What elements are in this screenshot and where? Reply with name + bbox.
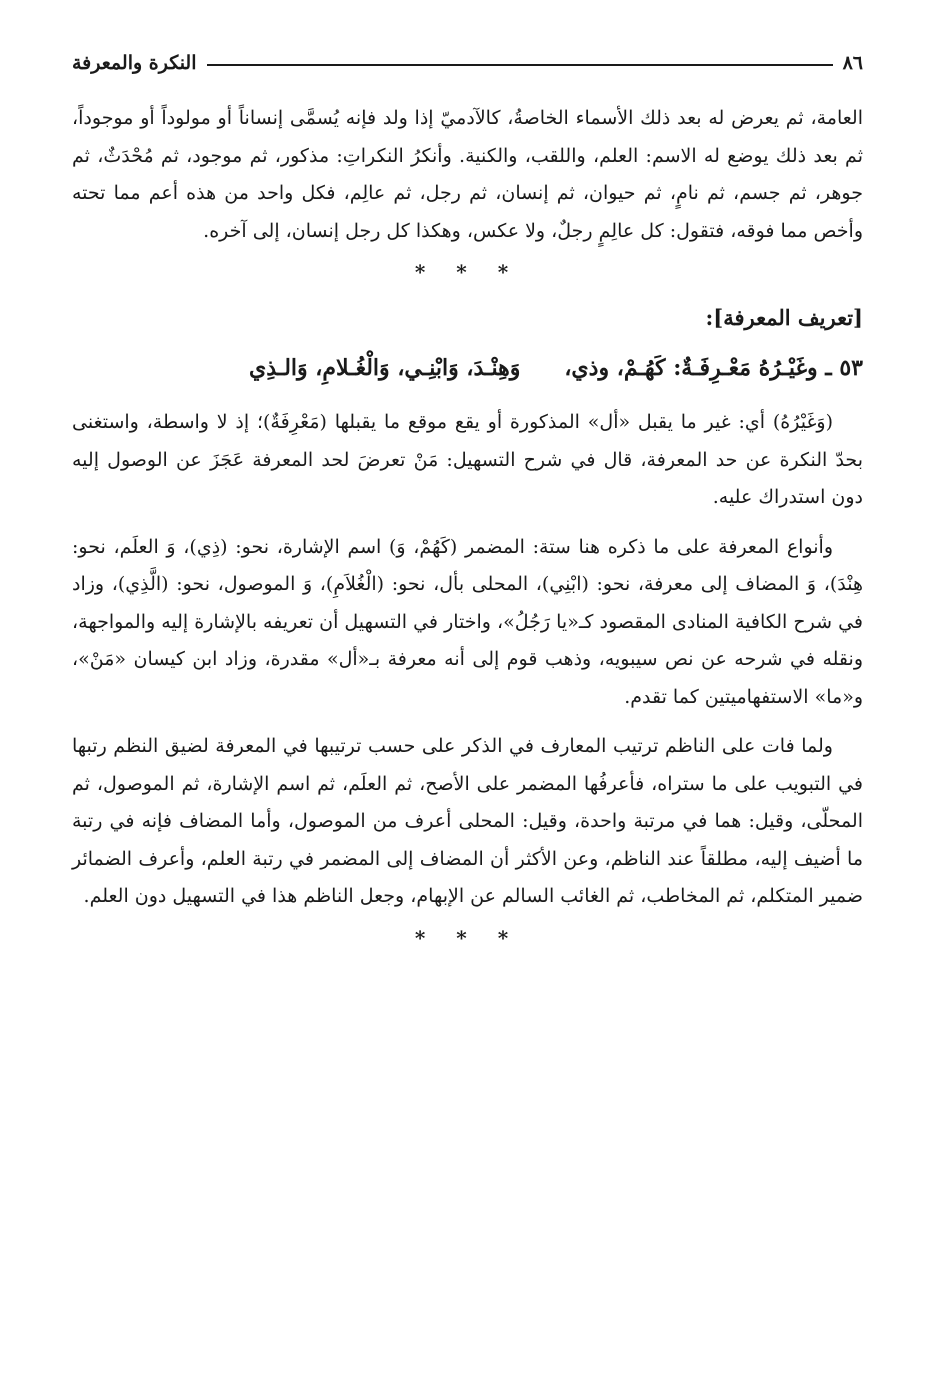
paragraph-2: (وَغَيْرُهُ) أي: غير ما يقبل «أل» المذكورة أو يقع موقع ما يقبلها (مَعْرِفَةٌ)؛ إذ لا واسطة، واستغنى بحدّ النكرة عن حد المعرفة، قال في شرح التسهيل: مَنْ تعرضَ لحد المعرفة عَجَزَ عن الوصول إليه دون استدراك عليه. — [72, 411, 863, 508]
header-rule — [207, 64, 833, 66]
section-heading: [تعريف المعرفة]: — [705, 305, 863, 330]
verse-first-hemistich: ٥٣ ـ وغَيْـرُهُ مَعْـرِفَـةٌ: كَهُـمْ، وذي، — [564, 355, 863, 381]
paragraph-3: وأنواع المعرفة على ما ذكره هنا ستة: المضمر (كَهُمْ، وَ) اسم الإشارة، نحو: (ذِي)، وَ العلَم، نحو: هِنْدَ)، وَ المضاف إلى معرفة، نحو: (ابْنِي)، المحلى بأل، نحو: (الْغُلاَمِ)، وَ الموصول، نحو: (الَّذِي)، وزاد في شرح الكافية المنادى المقصود كـ«يا رَجُلُ»، واختار في التسهيل أن تعريفه بالإشارة إليه والمواجهة، ونقله في شرحه عن نص سيبويه، وذهب قوم إلى أنه معرفة بـ«أل» مقدرة، وزاد ابن كيسان «مَنْ»، و«ما» الاستفهاميتين كما تقدم. — [72, 535, 863, 708]
verse-second-hemistich: وَهِنْـدَ، وَابْنِـي، وَالْغُـلامِ، وَالـذِي — [249, 355, 521, 381]
page-number: ٨٦ — [842, 52, 863, 74]
section-separator-2: * * * — [414, 925, 521, 950]
section-separator-1: * * * — [414, 260, 521, 284]
paragraph-4: ولما فات على الناظم ترتيب المعارف في الذكر على حسب ترتيبها في المعرفة لضيق النظم رتبها في التبويب على ما ستراه، فأعرفُها المضمر على الأصح، ثم العلَم، ثم اسم الإشارة، ثم الموصول، ثم المحلّى، وقيل: هما في مرتبة واحدة، وقيل: المحلى أعرف من الموصول، وأما المضاف فإنه في رتبة ما أضيف إليه، مطلقاً عند الناظم، وعن الأكثر أن المضاف إلى المضمر في رتبة العلم، وأعرف الضمائر ضمير المتكلم، ثم المخاطب، ثم الغائب السالم عن الإبهام، وجعل الناظم هذا في التسهيل دون العلم. — [72, 735, 863, 907]
page-body — [72, 100, 863, 964]
verse-line — [72, 346, 863, 390]
paragraph-1: العامة، ثم يعرض له بعد ذلك الأسماء الخاصةُ، كالآدميّ إذا ولد فإنه يُسمَّى إنساناً أو مولوداً أو موجوداً، ثم بعد ذلك يوضع له الاسم: العلم، واللقب، والكنية. وأنكرُ النكراتِ: مذكور، ثم موجود، ثم مُحْدَثٌ، ثم جوهر، ثم جسم، ثم نامٍ، ثم حيوان، ثم إنسان، ثم رجل، ثم عالِم، فكل واحد من هذه أعم مما تحته وأخص مما فوقه، فتقول: كل عالِمٍ رجلٌ، ولا عكس، وهكذا كل رجل إنسان، إلى آخره. — [72, 107, 863, 242]
page-header — [72, 52, 863, 74]
running-title: النكرة والمعرفة — [72, 52, 197, 74]
